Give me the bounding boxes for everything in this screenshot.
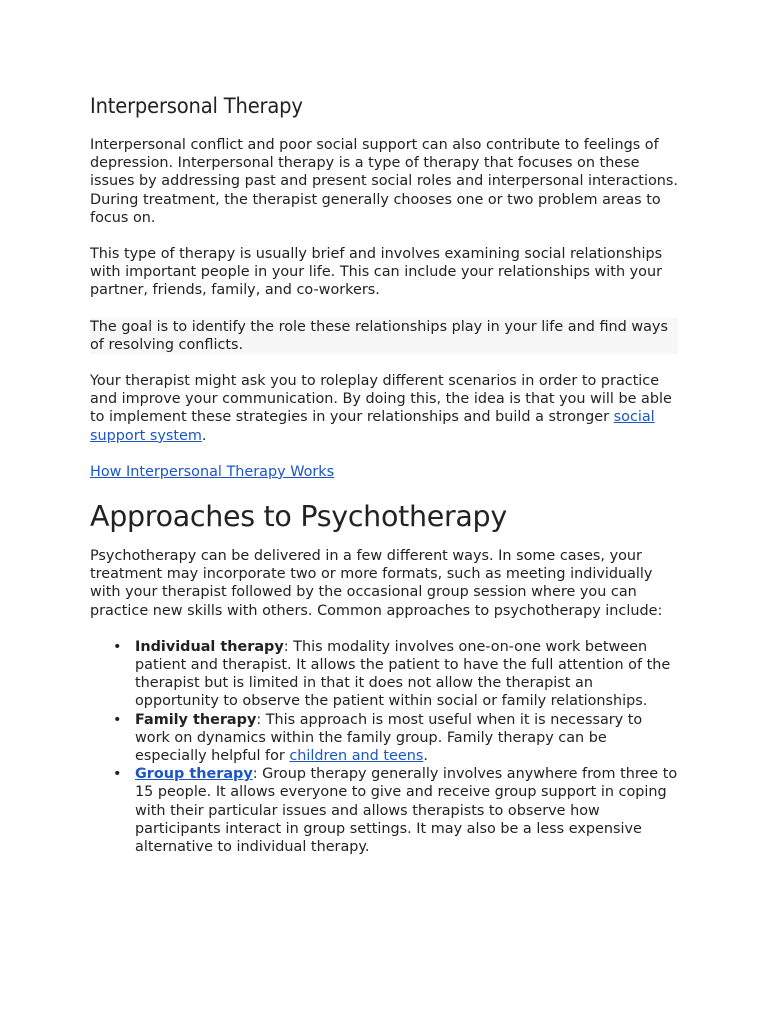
term-group-therapy: Group therapy	[135, 766, 253, 783]
section-heading-interpersonal-therapy: Interpersonal Therapy	[90, 94, 303, 118]
group-therapy-link[interactable]	[135, 766, 253, 782]
list-item-individual-therapy	[113, 638, 680, 711]
paragraph-roleplay-text: Your therapist might ask you to roleplay different scenarios in order to practice and improve your communication. By doing this, the idea is that you will be able to implement these strategies in your relationships and build a stronger	[90, 373, 672, 426]
how-interpersonal-therapy-works-link[interactable]: How Interpersonal Therapy Works	[90, 463, 335, 480]
description-family-therapy-end: .	[423, 748, 428, 765]
bullet-glyph: •	[113, 766, 122, 783]
list-item-family-therapy	[113, 711, 680, 766]
paragraph-roleplay-end: .	[201, 427, 207, 444]
bullet-glyph: •	[113, 711, 122, 728]
bullet-glyph: •	[113, 638, 122, 655]
section-heading-approaches: Approaches to Psychotherapy	[90, 500, 507, 534]
term-family-therapy: Family therapy	[135, 711, 257, 728]
paragraph-brief-therapy: This type of therapy is usually brief and involves examining social relationships with important people in your life. This can include your relationships with your partner, friends, family, and co-workers.	[90, 246, 663, 299]
paragraph-approaches-intro: Psychotherapy can be delivered in a few different ways. In some cases, your treatment may incorporate two or more formats, such as meeting individually with your therapist followed by the occasional group session where you can practice new skills with others. Common approaches to psychotherapy include:	[90, 548, 663, 619]
related-link-paragraph	[90, 463, 680, 481]
list-item-group-therapy	[113, 765, 680, 856]
term-individual-therapy: Individual therapy	[135, 638, 284, 655]
approaches-list	[90, 638, 680, 856]
article-content	[90, 92, 680, 856]
highlighted-paragraph-goal: The goal is to identify the role these relationships play in your life and find ways of resolving conflicts.	[90, 318, 678, 354]
description-individual-therapy: : This modality involves one-on-one work between patient and therapist. It allows the patient to have the full attention of the therapist but is limited in that it does not allow the therapist an opportunity to observe the patient within social or family relationships.	[135, 638, 671, 710]
social-support-system-link[interactable]: social support system	[90, 409, 655, 444]
description-group-therapy: : Group therapy generally involves anywhere from three to 15 people. It allows everyone to give and receive group support in coping with their particular issues and allows therapists to observe how participants interact in group settings. It may also be a less expensive alternative to individual therapy.	[135, 766, 678, 856]
description-family-therapy: : This approach is most useful when it is necessary to work on dynamics within the family group. Family therapy can be especially helpful for	[135, 711, 643, 765]
paragraph-roleplay	[90, 372, 680, 445]
paragraph-interpersonal-conflict: Interpersonal conflict and poor social support can also contribute to feelings of depression. Interpersonal therapy is a type of therapy that focuses on these issues by addressing past and present social roles and interpersonal interactions. During treatment, the therapist generally chooses one or two problem areas to focus on.	[90, 137, 678, 226]
children-and-teens-link[interactable]: children and teens	[289, 748, 424, 765]
